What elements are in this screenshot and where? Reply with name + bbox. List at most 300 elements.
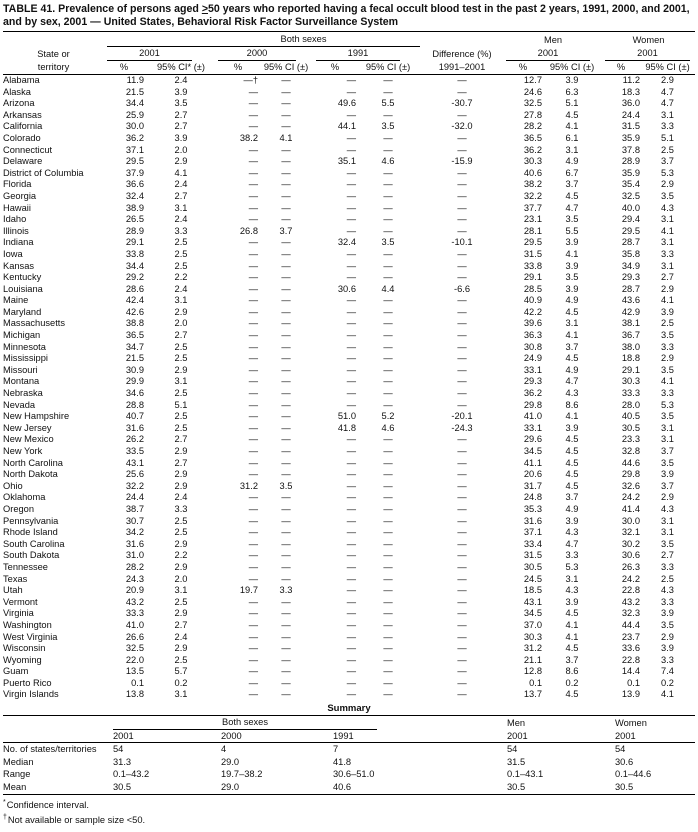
difference-value: — [457, 75, 467, 85]
both-2000-pct: — [248, 202, 258, 213]
both-2000-ci: — [281, 643, 291, 654]
difference-value: — [457, 399, 467, 410]
footnote-confidence-interval [3, 797, 695, 812]
table-row [3, 272, 695, 284]
men-2001-pct: 32.2 [523, 190, 542, 201]
pct-header: % [218, 61, 258, 75]
both-1991-ci: 4.6 [381, 422, 395, 433]
women-2001-pct: 23.3 [621, 434, 640, 445]
both-1991-ci: 4.4 [381, 283, 395, 294]
both-2000-ci: — [281, 179, 291, 190]
state-header-line1: State or [37, 49, 70, 59]
both-2000-ci: — [281, 202, 291, 213]
women-2001-ci: 3.5 [661, 190, 674, 201]
men-2001-ci: 4.1 [565, 121, 579, 132]
both-2000-pct: — [248, 376, 258, 387]
state-name: Florida [3, 179, 32, 190]
table-row [3, 689, 695, 701]
women-2001-ci: 3.7 [661, 480, 674, 491]
state-name: South Carolina [3, 538, 65, 549]
women-2001-pct: 29.5 [621, 225, 640, 236]
men-2001-pct: 23.1 [523, 214, 542, 225]
women-2001-pct: 44.6 [621, 457, 640, 468]
women-2001-ci: 3.1 [661, 515, 674, 526]
difference-value: -6.6 [453, 283, 471, 294]
men-2001-ci: 4.9 [565, 364, 579, 375]
both-2000-pct: — [248, 527, 258, 538]
men-2001-pct: 24.6 [523, 86, 542, 97]
both-2000-ci: — [281, 608, 291, 619]
both-1991-ci: 5.5 [381, 98, 395, 109]
state-name: Arizona [3, 98, 35, 109]
both-1991-pct: — [346, 132, 356, 143]
difference-value: — [457, 86, 467, 97]
men-2001-ci: 3.9 [565, 422, 579, 433]
both-1991-ci: — [383, 318, 393, 329]
state-name: Tennessee [3, 561, 48, 572]
both-2000-ci: — [281, 434, 291, 445]
state-name: Oklahoma [3, 492, 46, 503]
both-2000-pct: — [248, 538, 258, 549]
women-2001-pct: 32.8 [621, 446, 640, 456]
both-1991-ci: — [383, 272, 393, 283]
table-row [3, 179, 695, 191]
both-1991-pct: — [346, 306, 356, 317]
men-2001-pct: 30.3 [523, 631, 542, 642]
both-1991-ci: 3.5 [381, 121, 395, 132]
both-1991-ci: — [383, 457, 393, 468]
summary-both-sexes-label: Both sexes [113, 716, 377, 730]
both-1991-ci: — [383, 75, 393, 85]
both-2001-pct: 41.0 [125, 619, 144, 630]
table-row [3, 203, 695, 215]
both-1991-pct: 32.4 [337, 237, 356, 248]
difference-value: — [457, 364, 467, 375]
both-1991-pct: — [346, 388, 356, 399]
difference-value: — [457, 341, 467, 352]
summary-title: Summary [327, 703, 371, 715]
both-1991-ci: 3.5 [381, 237, 395, 248]
men-2001-pct: 40.9 [523, 295, 542, 306]
women-2001-pct: 28.0 [621, 399, 640, 410]
summary-year-2001: 2001 [113, 730, 221, 743]
summary-women-value: 0.1–44.6 [615, 769, 652, 780]
both-2000-pct: — [248, 654, 258, 665]
women-2001-pct: 33.6 [621, 643, 640, 654]
both-1991-ci: — [383, 167, 393, 178]
year-2001-header [104, 47, 218, 61]
both-1991-ci: — [383, 480, 393, 491]
women-2001-ci: 4.3 [661, 585, 674, 596]
men-2001-pct: 29.5 [523, 237, 542, 248]
women-2001-pct: 30.2 [621, 538, 640, 549]
state-name: Arkansas [3, 109, 42, 120]
both-1991-pct: — [346, 109, 356, 120]
difference-value: — [457, 527, 467, 538]
men-2001-ci: 3.9 [565, 237, 579, 248]
women-2001-pct: 29.4 [621, 214, 640, 225]
both-2000-pct: — [248, 248, 258, 259]
women-2001-ci: 3.3 [661, 121, 674, 132]
difference-value: — [457, 167, 467, 178]
summary-spacer [3, 730, 113, 743]
state-name: Connecticut [3, 144, 53, 155]
men-2001-pct: 36.5 [523, 132, 542, 143]
both-2001-pct: 38.8 [125, 318, 144, 329]
both-1991-ci: — [383, 260, 393, 271]
both-2000-ci: — [281, 666, 291, 677]
ci-header-2001: 95% CI* (±) [144, 61, 218, 75]
both-1991-ci: — [383, 109, 393, 120]
both-2001-pct: 26.5 [125, 214, 144, 225]
state-name: Hawaii [3, 202, 31, 213]
both-2001-pct: 33.8 [125, 248, 144, 259]
men-2001-ci: 4.9 [565, 156, 579, 167]
both-2000-pct: — [248, 283, 258, 294]
both-2001-ci: 2.9 [174, 538, 188, 549]
both-1991-ci: — [383, 689, 393, 700]
difference-value: -20.1 [451, 411, 473, 422]
men-2001-pct: 31.6 [523, 515, 542, 526]
difference-value: — [457, 561, 467, 572]
men-2001-ci: 4.3 [565, 585, 579, 596]
both-2001-pct: 29.5 [125, 156, 144, 167]
women-2001-pct: 30.5 [621, 422, 640, 433]
both-2000-ci: 3.7 [279, 225, 293, 236]
prevalence-table [3, 33, 695, 701]
both-2001-pct: 42.4 [125, 295, 144, 306]
both-2000-ci: — [281, 446, 291, 456]
both-2000-pct: — [248, 121, 258, 132]
difference-value: — [457, 515, 467, 526]
both-2001-pct: 31.6 [125, 538, 144, 549]
women-2001-pct: 35.9 [621, 167, 640, 178]
both-1991-ci: — [383, 446, 393, 456]
state-name: Colorado [3, 132, 41, 143]
women-2001-pct: 24.2 [621, 492, 640, 503]
both-2001-ci: 2.9 [174, 364, 188, 375]
state-name: Maine [3, 295, 29, 306]
both-1991-pct: — [346, 631, 356, 642]
summary-men-value: 54 [507, 744, 518, 755]
men-2001-pct: 41.1 [523, 457, 542, 468]
both-1991-pct: — [346, 376, 356, 387]
both-2000-ci: — [281, 376, 291, 387]
both-2001-pct: 34.2 [125, 527, 144, 538]
men-2001-ci: 8.6 [565, 399, 579, 410]
men-2001-pct: 36.3 [523, 330, 542, 341]
women-2001-ci: 2.9 [661, 283, 674, 294]
men-2001-ci: 4.9 [565, 295, 579, 306]
both-2001-pct: 40.7 [125, 411, 144, 422]
women-2001-pct: 34.9 [621, 260, 640, 271]
difference-value: — [457, 376, 467, 387]
state-name: Alaska [3, 86, 31, 97]
both-1991-pct: 44.1 [337, 121, 356, 132]
women-2001-ci: 2.9 [661, 353, 674, 364]
both-2001-pct: 30.0 [125, 121, 144, 132]
women-2001-ci: 4.7 [661, 98, 674, 109]
both-1991-ci: — [383, 515, 393, 526]
both-1991-pct: — [346, 272, 356, 283]
state-name: Idaho [3, 214, 27, 225]
men-2001-ci: 4.7 [565, 202, 579, 213]
both-1991-ci: — [383, 434, 393, 445]
footnotes [3, 797, 695, 826]
both-1991-pct: — [346, 295, 356, 306]
both-2000-ci: — [281, 283, 291, 294]
table-row [3, 527, 695, 539]
both-2001-pct: 38.7 [125, 503, 144, 514]
both-1991-pct: — [346, 596, 356, 607]
men-2001-ci: 5.1 [565, 98, 579, 109]
women-2001-pct: 44.4 [621, 619, 640, 630]
summary-both-2001-value: 0.1–43.2 [113, 769, 150, 780]
both-2000-ci: — [281, 156, 291, 167]
both-2000-pct: — [248, 179, 258, 190]
both-2000-pct: — [248, 272, 258, 283]
table-row [3, 191, 695, 203]
both-2000-pct: 26.8 [239, 225, 258, 236]
women-2001-pct: 37.8 [621, 144, 640, 155]
difference-value: — [457, 492, 467, 503]
summary-women-header: Women [615, 716, 695, 730]
state-name: North Carolina [3, 457, 63, 468]
state-name: Minnesota [3, 341, 46, 352]
difference-value: — [457, 330, 467, 341]
both-2001-pct: 34.4 [125, 98, 144, 109]
men-2001-pct: 30.3 [523, 156, 542, 167]
both-2001-ci: 3.9 [174, 86, 188, 97]
both-2000-pct: — [248, 86, 258, 97]
women-2001-ci: 3.1 [661, 237, 674, 248]
men-2001-ci: 3.9 [565, 260, 579, 271]
both-2000-pct: — [248, 214, 258, 225]
men-2001-ci: 0.2 [565, 677, 579, 688]
both-2001-ci: 3.5 [174, 98, 188, 109]
difference-value: — [457, 248, 467, 259]
men-2001-pct: 31.2 [523, 643, 542, 654]
difference-value: — [457, 434, 467, 445]
table-row [3, 434, 695, 446]
table-row [3, 539, 695, 551]
women-2001-ci: 2.9 [661, 75, 674, 85]
women-2001-ci: 3.3 [661, 654, 674, 665]
table-row [3, 284, 695, 296]
both-2001-ci: 5.1 [174, 399, 188, 410]
women-2001-pct: 24.4 [621, 109, 640, 120]
pct-header: % [504, 61, 542, 75]
table-row [3, 516, 695, 528]
both-1991-ci: — [383, 677, 393, 688]
summary-spacer [443, 730, 507, 743]
both-2000-ci: — [281, 550, 291, 561]
table-row [3, 562, 695, 574]
both-2001-ci: 2.4 [174, 283, 188, 294]
men-2001-pct: 32.5 [523, 98, 542, 109]
footnote-text: Not available or sample size <50. [7, 814, 146, 825]
women-2001-pct: 41.4 [621, 503, 640, 514]
summary-both-1991-value: 7 [333, 744, 339, 755]
both-2001-ci: 3.1 [174, 689, 188, 700]
summary-body [3, 743, 695, 795]
men-2001-pct: 43.1 [523, 596, 542, 607]
both-2001-ci: 2.5 [174, 527, 188, 538]
both-2000-ci: — [281, 619, 291, 630]
both-1991-ci: — [383, 132, 393, 143]
difference-value: — [457, 643, 467, 654]
both-1991-ci: — [383, 503, 393, 514]
table-row [3, 330, 695, 342]
both-2001-pct: 32.2 [125, 480, 144, 491]
men-2001-pct: 29.3 [523, 376, 542, 387]
men-2001-pct: 29.8 [523, 399, 542, 410]
both-2001-pct: 25.9 [125, 109, 144, 120]
men-2001-ci: 4.7 [565, 376, 579, 387]
state-name: Puerto Rico [3, 677, 52, 688]
table-row [3, 295, 695, 307]
both-2000-pct: — [248, 550, 258, 561]
both-2000-pct: — [248, 619, 258, 630]
both-1991-pct: — [346, 561, 356, 572]
women-2001-ci: 4.1 [661, 295, 674, 306]
difference-value: — [457, 132, 467, 143]
men-2001-pct: 34.5 [523, 608, 542, 619]
both-1991-ci: — [383, 144, 393, 155]
both-2001-pct: 28.9 [125, 225, 144, 236]
title-text-pre: TABLE 41. Prevalence of persons aged [3, 3, 202, 15]
men-2001-ci: 3.9 [565, 283, 579, 294]
both-2000-pct: — [248, 515, 258, 526]
women-2001-ci: 3.9 [661, 643, 674, 654]
both-2000-ci: — [281, 190, 291, 201]
state-name: New York [3, 446, 43, 456]
both-2001-ci: 2.9 [174, 608, 188, 619]
men-2001-pct: 30.5 [523, 561, 542, 572]
both-2001-ci: 2.0 [174, 318, 188, 329]
both-2001-pct: 25.6 [125, 469, 144, 480]
men-2001-pct: 18.5 [523, 585, 542, 596]
table-row [3, 145, 695, 157]
both-1991-ci: — [383, 353, 393, 364]
state-name: Pennsylvania [3, 515, 59, 526]
women-2001-pct: 23.7 [621, 631, 640, 642]
state-name: Indiana [3, 237, 34, 248]
men-2001-pct: 0.1 [529, 677, 542, 688]
state-name: North Dakota [3, 469, 58, 480]
women-2001-pct: 11.2 [622, 75, 640, 85]
table-row [3, 666, 695, 678]
men-2001-ci: 4.1 [565, 619, 579, 630]
both-2000-pct: — [248, 144, 258, 155]
table-row [3, 75, 695, 87]
both-2000-ci: — [281, 237, 291, 248]
both-2001-pct: 13.5 [125, 666, 144, 677]
ci-header-women: 95% CI (±) [640, 61, 695, 75]
men-2001-ci: 8.6 [565, 666, 579, 677]
both-1991-ci: — [383, 225, 393, 236]
table-row [3, 504, 695, 516]
men-2001-ci: 4.1 [565, 411, 579, 422]
women-2001-pct: 38.1 [621, 318, 640, 329]
both-2001-ci: 2.5 [174, 237, 188, 248]
women-2001-ci: 3.7 [661, 156, 674, 167]
both-2001-pct: 32.5 [125, 643, 144, 654]
both-1991-ci: — [383, 330, 393, 341]
women-2001-ci: 3.7 [661, 446, 674, 456]
women-2001-pct: 14.4 [621, 666, 640, 677]
women-2001-pct: 35.4 [621, 179, 640, 190]
both-2001-ci: 2.4 [174, 631, 188, 642]
men-2001-pct: 24.5 [523, 573, 542, 584]
table-row [3, 133, 695, 145]
both-2001-pct: 28.6 [125, 283, 144, 294]
men-2001-ci: 5.5 [565, 225, 579, 236]
table-row [3, 492, 695, 504]
men-2001-pct: 20.6 [523, 469, 542, 480]
women-2001-ci: 2.9 [661, 631, 674, 642]
both-1991-pct: 49.6 [337, 98, 356, 109]
men-2001-ci: 4.5 [565, 643, 579, 654]
men-2001-pct: 30.8 [523, 341, 542, 352]
state-name: Nebraska [3, 388, 43, 399]
both-2000-pct: — [248, 156, 258, 167]
both-2000-pct: — [248, 573, 258, 584]
both-2001-ci: 2.9 [174, 446, 188, 456]
summary-both-2000-value: 19.7–38.2 [221, 769, 263, 780]
both-2000-ci: — [281, 492, 291, 503]
both-2001-ci: 2.5 [174, 353, 188, 364]
both-1991-pct: — [346, 260, 356, 271]
table-row [3, 655, 695, 667]
both-1991-pct: — [346, 353, 356, 364]
both-2001-pct: 28.8 [125, 399, 144, 410]
both-1991-pct: — [346, 190, 356, 201]
pct-header: % [602, 61, 640, 75]
both-2001-ci: 2.5 [174, 341, 188, 352]
women-2001-ci: 3.3 [661, 561, 674, 572]
both-2001-ci: 5.7 [174, 666, 188, 677]
both-1991-pct: — [346, 573, 356, 584]
difference-value: — [457, 144, 467, 155]
both-2001-pct: 26.6 [125, 631, 144, 642]
both-2000-ci: — [281, 144, 291, 155]
both-1991-ci: — [383, 388, 393, 399]
women-2001-ci: 3.5 [661, 619, 674, 630]
both-2000-ci: — [281, 341, 291, 352]
both-1991-ci: — [383, 469, 393, 480]
both-2001-pct: 30.9 [125, 364, 144, 375]
both-2001-ci: 2.2 [174, 272, 188, 283]
difference-value: — [457, 538, 467, 549]
men-2001-ci: 4.7 [565, 538, 579, 549]
header-year-row [3, 47, 695, 61]
men-2001-pct: 42.2 [523, 306, 542, 317]
men-2001-pct: 40.6 [523, 167, 542, 178]
both-2001-pct: 29.2 [125, 272, 144, 283]
table-row [3, 98, 695, 110]
table-row [3, 400, 695, 412]
both-2001-ci: 2.5 [174, 411, 188, 422]
summary-year-2000: 2000 [221, 730, 333, 743]
state-name: Ohio [3, 480, 23, 491]
header-spacer [420, 33, 504, 47]
women-2001-ci: 4.1 [661, 376, 674, 387]
state-name: Missouri [3, 364, 38, 375]
both-2001-pct: 33.5 [125, 446, 144, 456]
both-2000-ci: — [281, 388, 291, 399]
both-2001-ci: 3.1 [174, 202, 188, 213]
